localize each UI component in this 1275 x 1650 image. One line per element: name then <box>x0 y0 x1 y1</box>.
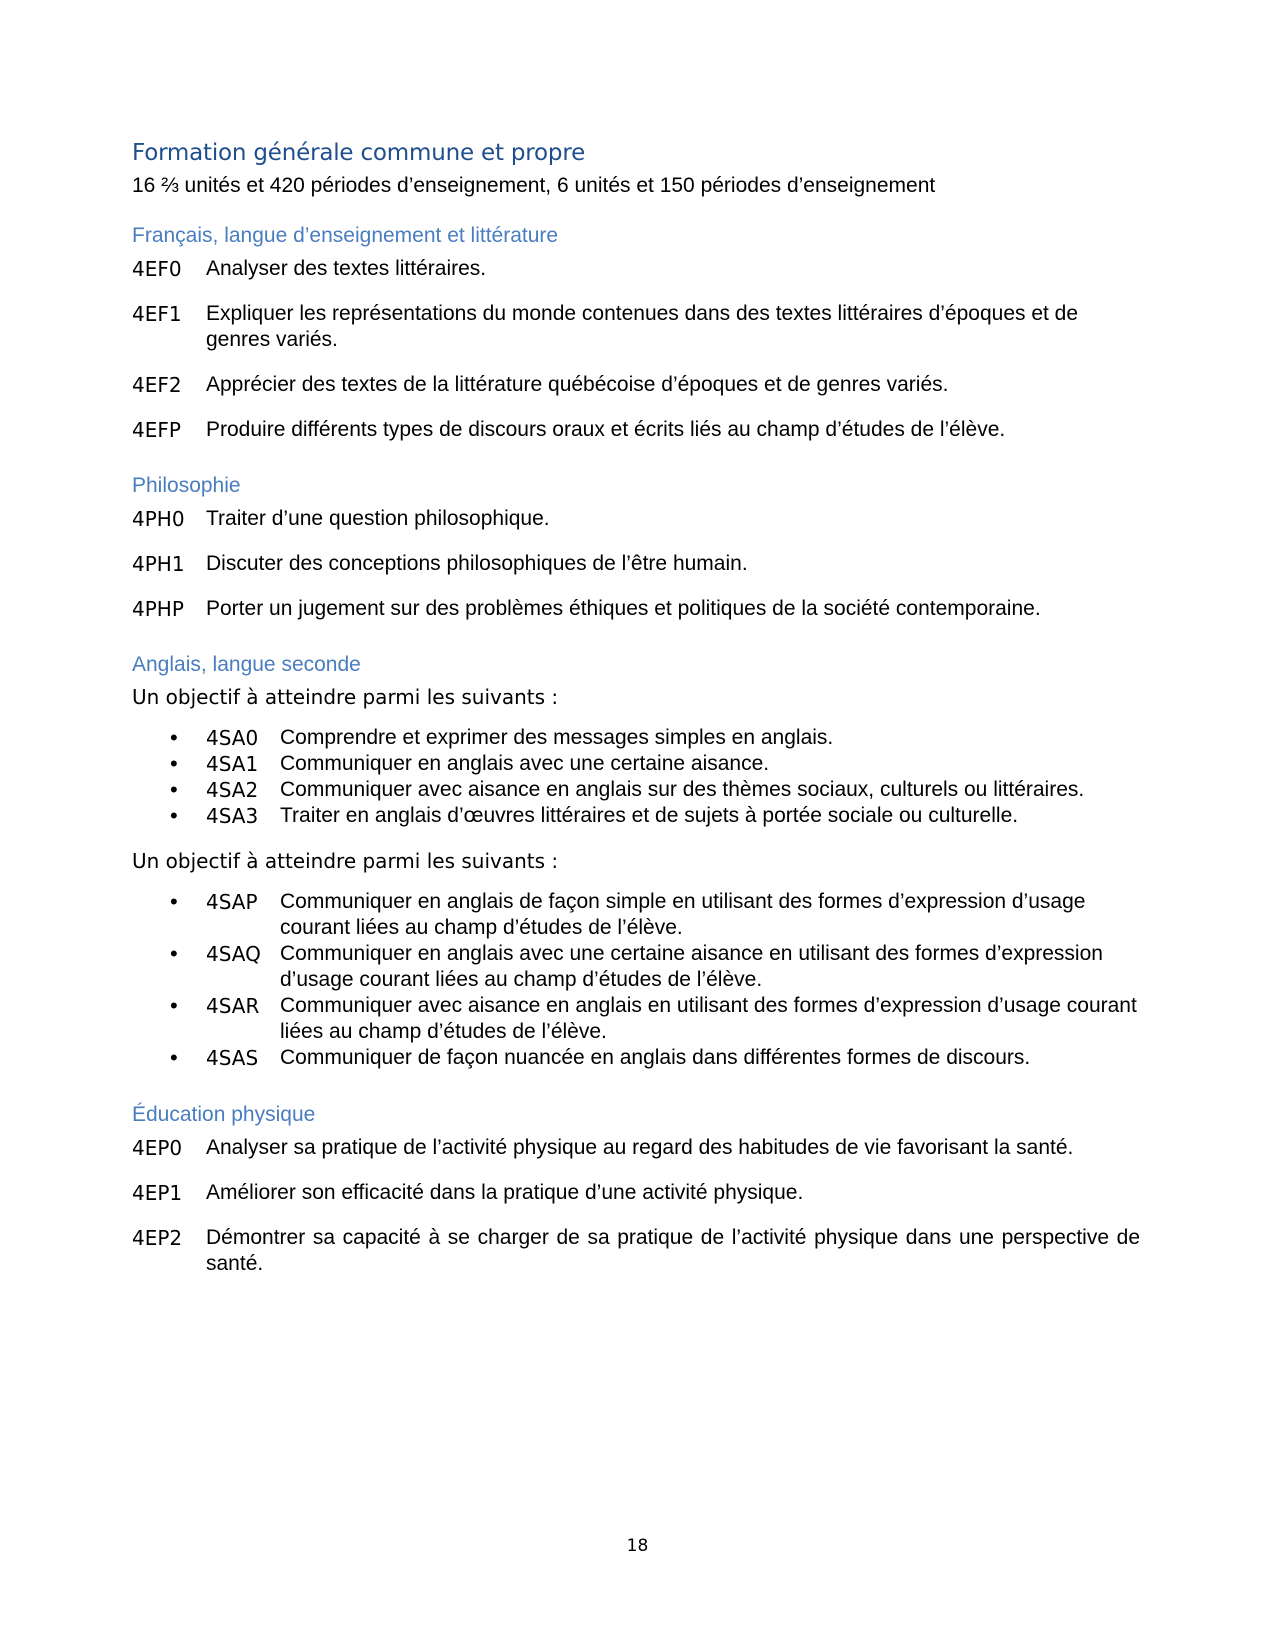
objective-text: Analyser sa pratique de l’activité physique au regard des habitudes de vie favorisant la santé. <box>206 1136 1074 1159</box>
objective-code: 4PHP <box>132 597 184 621</box>
objective-code: 4SAS <box>206 1046 259 1070</box>
objective-text: Produire différents types de discours oraux et écrits liés au champ d’études de l’élève. <box>206 418 1006 441</box>
objective-code: 4SAP <box>206 890 258 914</box>
objective-text: Communiquer avec aisance en anglais sur des thèmes sociaux, culturels ou littéraires. <box>280 778 1085 801</box>
bullet-icon: • <box>170 777 178 802</box>
objective-code: 4EF1 <box>132 302 182 326</box>
objective-text: Démontrer sa capacité à se charger de sa pratique de l’activité physique dans une perspective de santé. <box>206 1226 1140 1275</box>
objective-text: Apprécier des textes de la littérature québécoise d’époques et de genres variés. <box>206 373 949 396</box>
objective-item <box>132 256 1140 282</box>
objective-text: Expliquer les représentations du monde contenues dans des textes littéraires d’époques et de genres variés. <box>206 302 1079 351</box>
objective-code: 4SAR <box>206 994 260 1018</box>
bullet-icon: • <box>170 941 178 966</box>
objective-item <box>132 596 1140 622</box>
bullet-icon: • <box>170 751 178 776</box>
objective-text: Communiquer en anglais avec une certaine aisance. <box>280 752 770 775</box>
objective-item <box>132 301 1140 353</box>
list-item <box>170 1045 1140 1071</box>
objective-text: Communiquer de façon nuancée en anglais dans différentes formes de discours. <box>280 1046 1031 1069</box>
anglais-list-1 <box>170 725 1140 829</box>
section-heading-philosophie: Philosophie <box>132 474 241 497</box>
objective-item <box>132 1135 1140 1161</box>
anglais-list-2 <box>170 889 1140 1071</box>
objective-code: 4PH0 <box>132 507 185 531</box>
objective-code: 4EP1 <box>132 1181 183 1205</box>
bullet-icon: • <box>170 725 178 750</box>
objective-text: Comprendre et exprimer des messages simples en anglais. <box>280 726 834 749</box>
objective-code: 4SAQ <box>206 942 261 966</box>
objective-code: 4EP2 <box>132 1226 183 1250</box>
objective-item <box>132 1180 1140 1206</box>
anglais-intro-2: Un objectif à atteindre parmi les suivants : <box>132 849 559 873</box>
objective-code: 4SA1 <box>206 752 259 776</box>
list-item <box>170 941 1140 993</box>
objective-code: 4PH1 <box>132 552 185 576</box>
objective-text: Communiquer avec aisance en anglais en utilisant des formes d’expression d’usage courant liées au champ d’études de l’élève. <box>280 994 1137 1043</box>
objective-item <box>132 551 1140 577</box>
objective-text: Communiquer en anglais de façon simple en utilisant des formes d’expression d’usage courant liées au champ d’études de l’élève. <box>280 890 1086 939</box>
objective-item <box>132 1225 1140 1277</box>
objective-text: Porter un jugement sur des problèmes éthiques et politiques de la société contemporaine. <box>206 597 1041 620</box>
page-title: Formation générale commune et propre <box>132 140 586 166</box>
objective-text: Discuter des conceptions philosophiques de l’être humain. <box>206 552 748 575</box>
bullet-icon: • <box>170 889 178 914</box>
objective-code: 4EF0 <box>132 257 182 281</box>
objective-code: 4SA3 <box>206 804 259 828</box>
page-number: 18 <box>626 1536 649 1556</box>
document-page <box>132 140 1140 1296</box>
list-item <box>170 777 1140 803</box>
objective-code: 4SA2 <box>206 778 259 802</box>
objective-text: Communiquer en anglais avec une certaine aisance en utilisant des formes d’expression d’usage courant liées au champ d’études de l’élève. <box>280 942 1103 991</box>
objective-text: Traiter en anglais d’œuvres littéraires et de sujets à portée sociale ou culturelle. <box>280 804 1019 827</box>
objective-item <box>132 372 1140 398</box>
list-item <box>170 725 1140 751</box>
objective-text: Améliorer son efficacité dans la pratique d’une activité physique. <box>206 1181 804 1204</box>
objective-code: 4EFP <box>132 418 181 442</box>
objective-text: Analyser des textes littéraires. <box>206 257 487 280</box>
section-heading-education-physique: Éducation physique <box>132 1103 316 1126</box>
objective-code: 4SA0 <box>206 726 259 750</box>
list-item <box>170 993 1140 1045</box>
objective-code: 4EP0 <box>132 1136 183 1160</box>
bullet-icon: • <box>170 993 178 1018</box>
objective-item <box>132 417 1140 443</box>
anglais-intro-1: Un objectif à atteindre parmi les suivants : <box>132 685 559 709</box>
list-item <box>170 751 1140 777</box>
page-subtitle: 16 ⅔ unités et 420 périodes d’enseignement, 6 unités et 150 périodes d’enseignement <box>132 174 936 197</box>
section-heading-francais: Français, langue d’enseignement et littérature <box>132 224 559 247</box>
list-item <box>170 803 1140 829</box>
bullet-icon: • <box>170 1045 178 1070</box>
bullet-icon: • <box>170 803 178 828</box>
objective-text: Traiter d’une question philosophique. <box>206 507 550 530</box>
section-heading-anglais: Anglais, langue seconde <box>132 653 361 676</box>
list-item <box>170 889 1140 941</box>
objective-code: 4EF2 <box>132 373 182 397</box>
objective-item <box>132 506 1140 532</box>
